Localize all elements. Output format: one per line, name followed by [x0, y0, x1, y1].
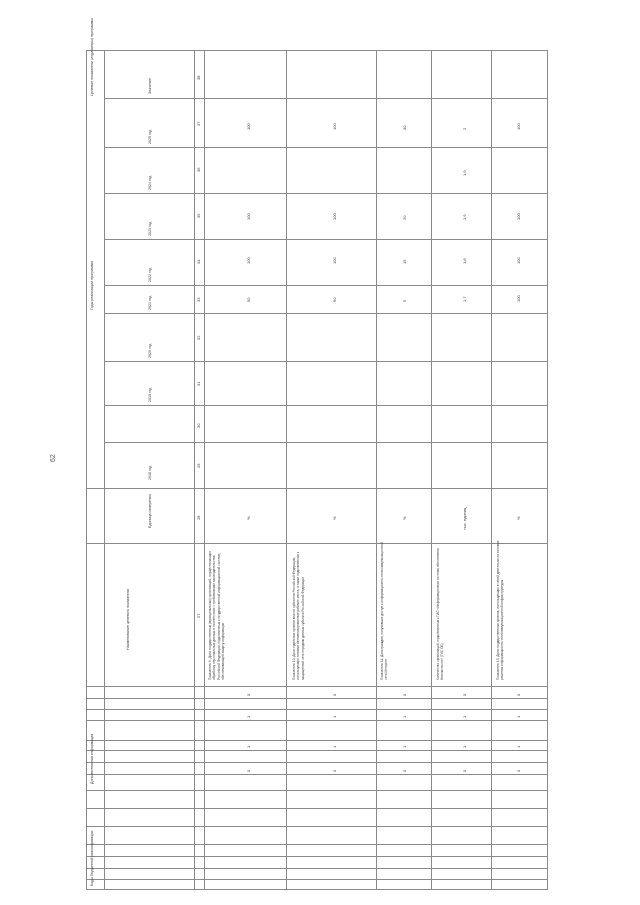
middle-group-header: Дополнительная информация [90, 733, 94, 784]
row-1-2021: 50 [246, 297, 251, 302]
band-2022 [104, 285, 548, 286]
targets-group-header: Целевые показатели (индикаторы) программы [90, 18, 94, 96]
band-2020 [104, 361, 548, 362]
row-5-text: Показатель 13. Доля государственных органов, использующих в своей деятельности типовые решения информационно-телекоммуникационной инфраструктуры [496, 540, 505, 680]
row-2-2023: 100 [332, 213, 337, 220]
year-2024-header: 2024 год [148, 175, 152, 190]
row-4-text: Количество организаций, подключенных к ГИС «Информационная система обеспечения безопасности» (ГИС ОБ) [436, 548, 445, 680]
row-3-code-1: 0 [402, 693, 407, 696]
frame-right [547, 50, 548, 890]
year-2025-header: 2025 год [148, 129, 152, 144]
row-2-2021: 90 [332, 297, 337, 302]
row-1-2022: 100 [246, 257, 251, 264]
row-sep-1 [286, 50, 287, 890]
col-number-30: 30 [196, 423, 201, 428]
row-3-2021: 5 [402, 299, 407, 302]
frame-top [86, 50, 548, 51]
col-number-38: 38 [196, 75, 201, 80]
row-5-code-4: 0 [516, 769, 521, 772]
row-3-text: Показатель 11. Доля граждан, получивших доступ к информационно-телекоммуникационной сети Интернет [380, 542, 389, 680]
row-5-code-1: 0 [516, 693, 521, 696]
header-sep-1 [104, 50, 105, 890]
row-4-unit: тыс. единиц [462, 507, 467, 530]
row-4-code-2: 1 [462, 715, 467, 718]
row-5-unit: % [516, 516, 521, 520]
col-number-27: 27 [196, 613, 201, 618]
row-sep-2 [376, 50, 377, 890]
row-1-code-1: 0 [246, 693, 251, 696]
years-header: Годы реализации программы [90, 261, 94, 310]
row-5-code-3: 1 [516, 745, 521, 748]
row-4-code-4: 0 [462, 769, 467, 772]
row-4-code-1: 0 [462, 693, 467, 696]
indicator-name-header: Наименование целевого показателя [126, 589, 130, 650]
band-2023 [104, 239, 548, 240]
row-1-code-2: 1 [246, 715, 251, 718]
row-1-unit: % [246, 516, 251, 520]
code-line [86, 774, 548, 775]
row-sep-3 [431, 50, 432, 890]
code-line [86, 868, 548, 869]
year-2019-header: 2019 год [148, 387, 152, 402]
code-line [86, 826, 548, 827]
band-2018 [104, 442, 548, 443]
row-2-2022: 100 [332, 257, 337, 264]
header-sep-2 [194, 50, 195, 890]
row-4-2021: 1,7 [462, 296, 467, 302]
band-2019 [104, 405, 548, 406]
rotated-table [86, 18, 548, 890]
col-number-34: 34 [196, 259, 201, 264]
row-3-unit: % [402, 516, 407, 520]
col-number-36: 36 [196, 167, 201, 172]
row-4-2025: 1,9 [462, 170, 467, 176]
row-3-code-3: 1 [402, 745, 407, 748]
col-number-37: 37 [196, 121, 201, 126]
left-group-header: Коды бюджетной классификации [90, 830, 94, 886]
row-sep-4 [491, 50, 492, 890]
row-3-code-4: 0 [402, 769, 407, 772]
code-line [86, 750, 548, 751]
row-4-2023: 1,9 [462, 214, 467, 220]
code-line [86, 879, 548, 880]
band-target [104, 98, 548, 99]
row-1-final: 100 [246, 123, 251, 130]
frame-left [86, 50, 87, 890]
code-line [86, 709, 548, 710]
row-1-2023: 100 [246, 213, 251, 220]
target-value-header: Значение [148, 78, 152, 94]
row-4-code-3: 1 [462, 745, 467, 748]
row-2-final: 100 [332, 123, 337, 130]
band-2021 [104, 313, 548, 314]
row-2-code-3: 1 [332, 745, 337, 748]
code-line [86, 808, 548, 809]
row-5-2022: 100 [516, 257, 521, 264]
row-2-code-4: 0 [332, 769, 337, 772]
row-2-text: Показатель 10. Доля отдельных органов власти субъектов Российской Федерации, использующих типовые автоматизированные рабочие места, а также подключенных к защищенной сети передачи данных субъекта Российской Федерации [292, 551, 305, 680]
row-3-code-2: 1 [402, 715, 407, 718]
col-number-33: 33 [196, 297, 201, 302]
col-number-28: 28 [196, 515, 201, 520]
row-1-code-3: 1 [246, 745, 251, 748]
row-3-final: 30 [402, 125, 407, 130]
code-line [86, 762, 548, 763]
col-number-35: 35 [196, 213, 201, 218]
row-2-unit: % [332, 516, 337, 520]
frame-bottom [86, 889, 548, 890]
row-5-2021: 100 [516, 295, 521, 302]
page-number: 62 [50, 454, 57, 462]
year-2018-header: 2018 год [148, 465, 152, 480]
row-5-2023: 100 [516, 213, 521, 220]
code-line [86, 790, 548, 791]
year-2022-header: 2022 год [148, 267, 152, 282]
unit-header: Единица измерения [148, 494, 152, 528]
band-2024 [104, 193, 548, 194]
code-line [86, 844, 548, 845]
row-3-2022: 15 [402, 259, 407, 264]
year-2021-header: 2021 год [148, 295, 152, 310]
row-1-code-4: 0 [246, 769, 251, 772]
row-3-2023: 20 [402, 215, 407, 220]
band-name [86, 543, 548, 544]
header-sep-3 [204, 50, 205, 890]
code-line [86, 856, 548, 857]
row-5-final: 100 [516, 123, 521, 130]
row-4-2022: 1,8 [462, 258, 467, 264]
row-4-final: 2 [462, 127, 467, 130]
col-number-29: 29 [196, 463, 201, 468]
band-unit [86, 488, 548, 489]
year-2023-header: 2023 год [148, 221, 152, 236]
band-2025 [104, 147, 548, 148]
row-5-code-2: 1 [516, 715, 521, 718]
band-codes [86, 686, 548, 687]
code-line [86, 720, 548, 721]
row-1-text: Показатель 9. Доля государственных (муниципальных) организаций, осуществляющих обработку персональных данных в соответствии с требованиями законодательства Российской Федерации, подключенных к государственной информационной системе, обеспечивающей защиту информации [208, 551, 225, 680]
year-2020-header: 2020 год [148, 343, 152, 358]
row-2-code-2: 1 [332, 715, 337, 718]
col-number-32: 32 [196, 335, 201, 340]
code-line [86, 740, 548, 741]
code-line [86, 698, 548, 699]
row-2-code-1: 0 [332, 693, 337, 696]
col-number-31: 31 [196, 381, 201, 386]
